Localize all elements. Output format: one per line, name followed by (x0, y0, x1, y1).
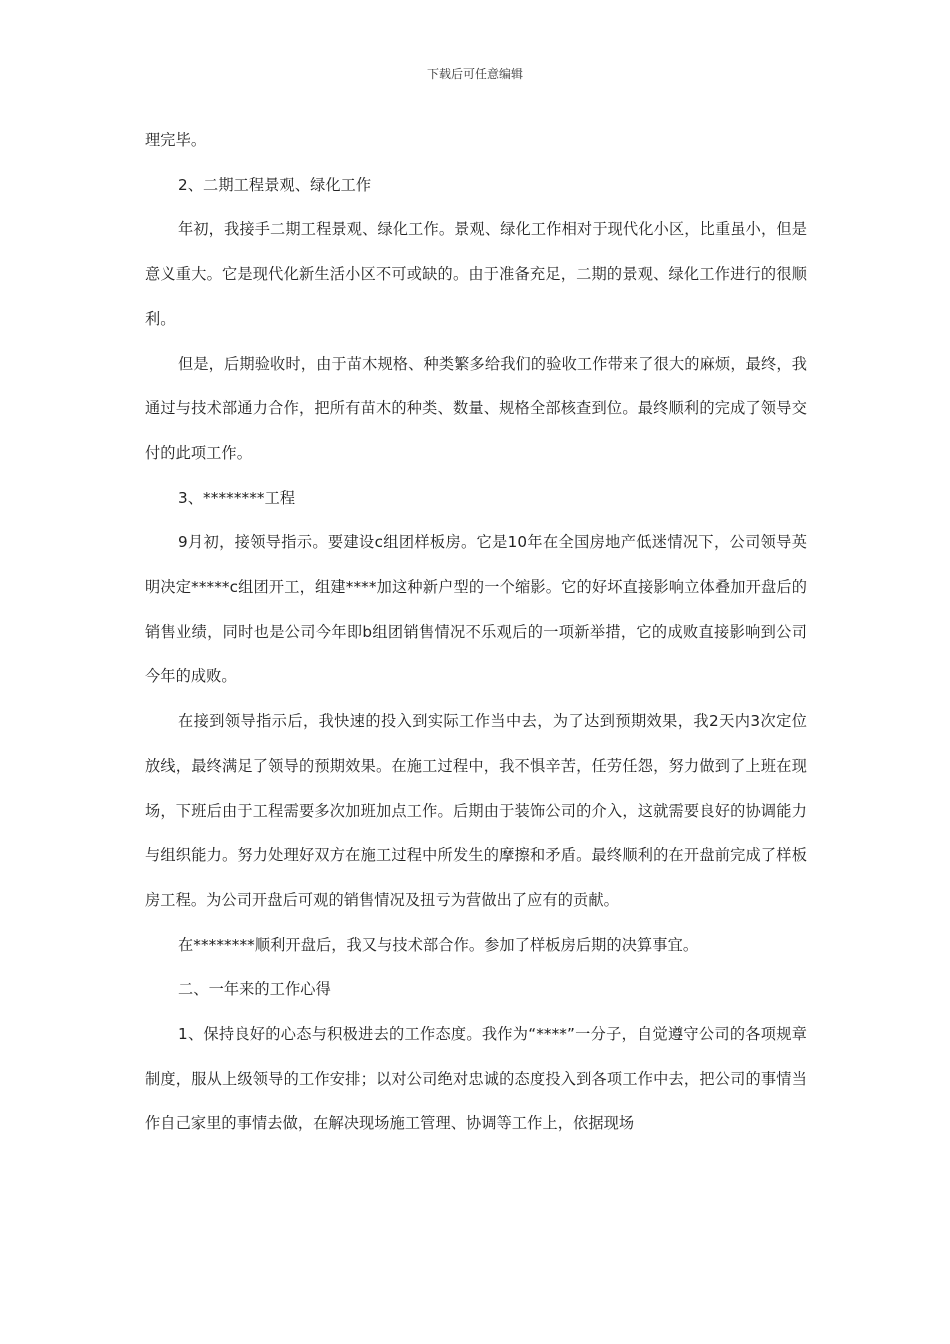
paragraph: 年初，我接手二期工程景观、绿化工作。景观、绿化工作相对于现代化小区，比重虽小，但是意义重大。它是现代化新生活小区不可或缺的。由于准备充足，二期的景观、绿化工作进行的很顺利。 (145, 220, 807, 328)
paragraph: 在接到领导指示后，我快速的投入到实际工作当中去，为了达到预期效果，我2天内3次定位放线，最终满足了领导的预期效果。在施工过程中，我不惧辛苦，任劳任怨，努力做到了上班在现场，下班后由于工程需要多次加班加点工作。后期由于装饰公司的介入，这就需要良好的协调能力与组织能力。努力处理好双方在施工过程中所发生的摩擦和矛盾。最终顺利的在开盘前完成了样板房工程。为公司开盘后可观的销售情况及扭亏为营做出了应有的贡献。 (145, 712, 807, 909)
paragraph: 9月初，接领导指示。要建设c组团样板房。它是10年在全国房地产低迷情况下，公司领导英明决定*****c组团开工，组建****加这种新户型的一个缩影。它的好坏直接影响立体叠加开盘后的销售业绩，同时也是公司今年即b组团销售情况不乐观后的一项新举措，它的成败直接影响到公司今年的成败。 (145, 533, 807, 686)
section-heading: 3、********工程 (178, 488, 296, 507)
page-header: 下载后可任意编辑 (426, 67, 523, 81)
paragraph: 在********顺利开盘后，我又与技术部合作。参加了样板房后期的决算事宜。 (178, 935, 699, 954)
section-heading: 二、一年来的工作心得 (178, 980, 331, 999)
section-heading: 2、二期工程景观、绿化工作 (178, 175, 372, 194)
paragraph: 1、保持良好的心态与积极进去的工作态度。我作为“****”一分子，自觉遵守公司的各项规章制度，服从上级领导的工作安排；以对公司绝对忠诚的态度投入到各项工作中去，把公司的事情当作自己家里的事情去做，在解决现场施工管理、协调等工作上，依据现场 (145, 1025, 807, 1133)
paragraph: 理完毕。 (145, 131, 207, 149)
paragraph: 但是，后期验收时，由于苗木规格、种类繁多给我们的验收工作带来了很大的麻烦，最终，我通过与技术部通力合作，把所有苗木的种类、数量、规格全部核查到位。最终顺利的完成了领导交付的此项工作。 (145, 354, 807, 462)
document-body (145, 118, 807, 1146)
